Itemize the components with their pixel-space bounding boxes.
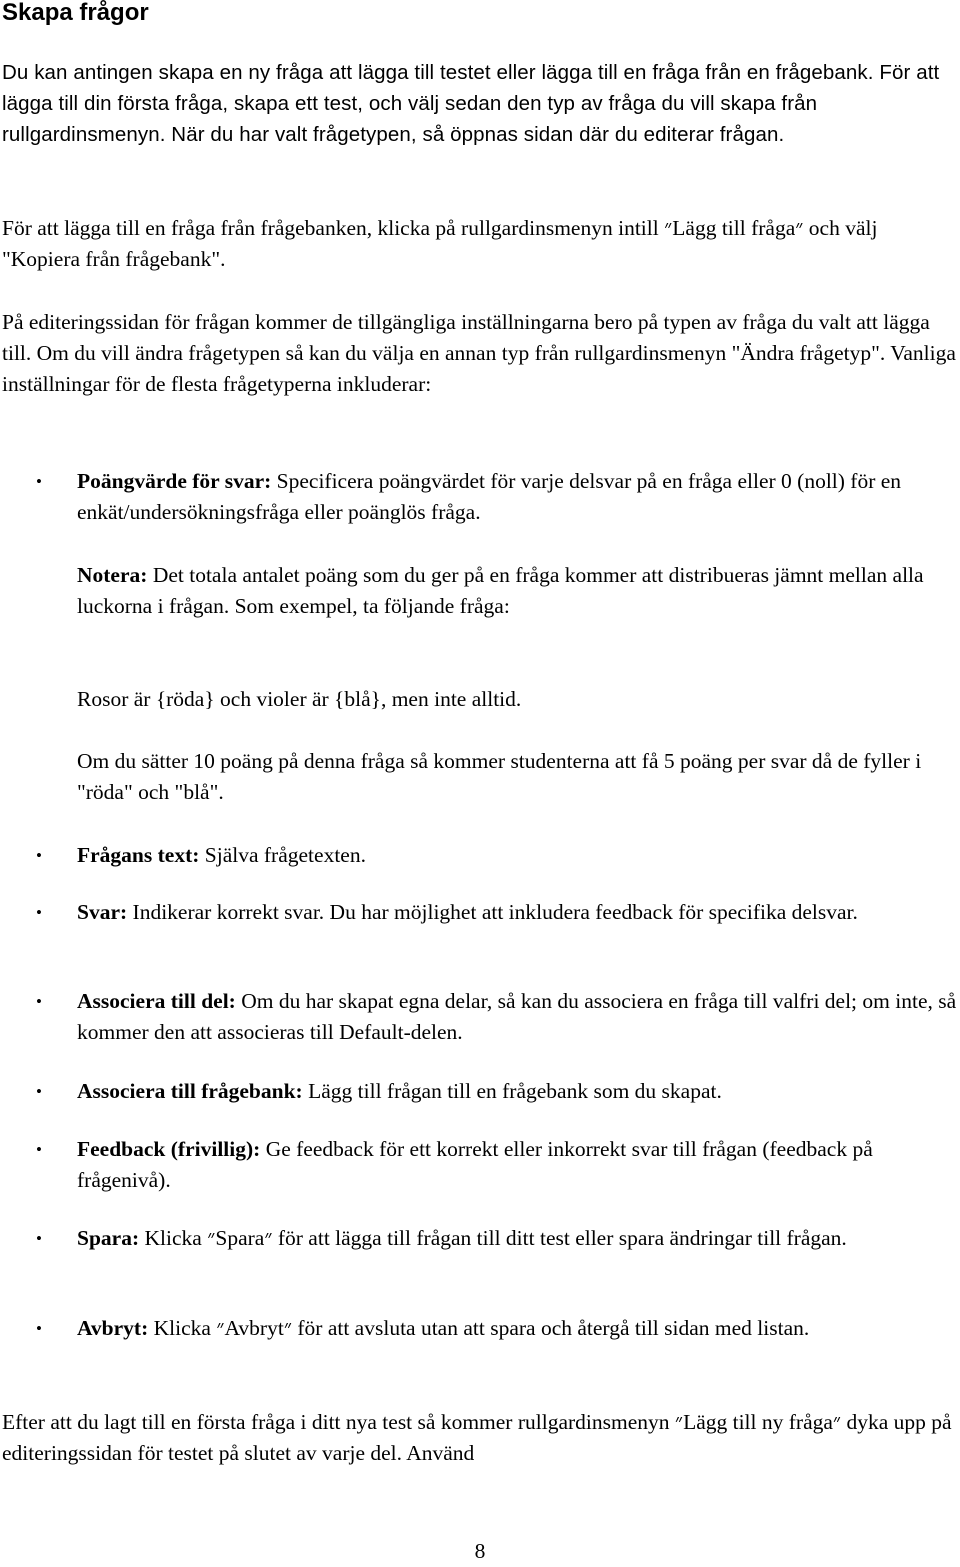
bullet-icon: • — [36, 1229, 42, 1248]
list-item-text: Ge feedback för ett korrekt eller inkorrekt svar till frågan (feedback på frågenivå). — [77, 1137, 873, 1192]
example-question: Rosor är {röda} och violer är {blå}, men inte alltid. — [77, 687, 522, 711]
note-term: Notera: — [77, 563, 148, 587]
note-block — [77, 560, 960, 622]
list-item-term: Spara: — [77, 1226, 140, 1250]
bullet-icon: • — [36, 472, 42, 491]
bullet-icon: • — [36, 1082, 42, 1101]
list-item-text: Om du har skapat egna delar, så kan du associera en fråga till valfri del; om inte, så kommer den att associeras till Default-delen. — [77, 989, 957, 1044]
list-item-term: Svar: — [77, 900, 128, 924]
list-item-term: Associera till del: — [77, 989, 236, 1013]
closing-paragraph: Efter att du lagt till en första fråga i ditt nya test så kommer rullgardinsmenyn ״Lägg till ny fråga״ dyka upp på editeringssidan för testet på slutet av varje del. Använd — [2, 1410, 952, 1465]
bullet-icon: • — [36, 1319, 42, 1338]
list-item-term: Avbryt: — [77, 1316, 149, 1340]
note-text: Det totala antalet poäng som du ger på en fråga kommer att distribueras jämnt mellan alla luckorna i frågan. Som exempel, ta följande fråga: — [77, 563, 924, 618]
list-item-term: Feedback (frivillig): — [77, 1137, 261, 1161]
list-item-answer — [36, 897, 960, 928]
list-item-term: Associera till frågebank: — [77, 1079, 303, 1103]
list-item-associate-bank — [36, 1076, 960, 1107]
intro-paragraph-3: På editeringssidan för frågan kommer de tillgängliga inställningarna bero på typen av fråga du valt att lägga till. Om du vill ändra frågetypen så kan du välja en annan typ från rullgardinsmenyn "Ändra frågetyp". Vanliga inställningar för de flesta frågetyperna inkluderar: — [2, 310, 956, 396]
bullet-icon: • — [36, 903, 42, 922]
list-item-points — [36, 466, 960, 528]
list-item-question-text — [36, 840, 960, 871]
intro-paragraph-2: För att lägga till en fråga från frågebanken, klicka på rullgardinsmenyn intill ״Lägg till fråga״ och välj "Kopiera från frågebank". — [2, 216, 878, 271]
list-item-text: Klicka ״Spara״ för att lägga till frågan till ditt test eller spara ändringar till frågan. — [139, 1226, 847, 1250]
bullet-icon: • — [36, 846, 42, 865]
list-item-term: Frågans text: — [77, 843, 200, 867]
list-item-text: Indikerar korrekt svar. Du har möjlighet att inkludera feedback för specifika delsvar. — [127, 900, 858, 924]
intro-paragraph-1: Du kan antingen skapa en ny fråga att lägga till testet eller lägga till en fråga från en frågebank. För att lägga till din första fråga, skapa ett test, och välj sedan den typ av fråga du vill skapa från rullgardinsmenyn. När du har valt frågetypen, så öppnas sidan där du editerar frågan. — [2, 61, 940, 146]
page-number: 8 — [474, 1539, 486, 1563]
list-item-save — [36, 1223, 960, 1254]
list-item-text: Själva frågetexten. — [199, 843, 366, 867]
list-item-feedback — [36, 1134, 960, 1196]
example-result: Om du sätter 10 poäng på denna fråga så kommer studenterna att få 5 poäng per svar då de fyller i "röda" och "blå". — [77, 749, 922, 804]
list-item-text: Lägg till frågan till en frågebank som du skapat. — [302, 1079, 722, 1103]
list-item-cancel — [36, 1313, 960, 1344]
list-item-text: Specificera poängvärdet för varje delsvar på en fråga eller 0 (noll) för en enkät/undersökningsfråga eller poänglös fråga. — [77, 469, 902, 524]
bullet-icon: • — [36, 1140, 42, 1159]
list-item-term: Poängvärde för svar: — [77, 469, 272, 493]
list-item-text: Klicka ״Avbryt״ för att avsluta utan att spara och återgå till sidan med listan. — [148, 1316, 810, 1340]
section-heading: Skapa frågor — [2, 0, 149, 26]
bullet-icon: • — [36, 992, 42, 1011]
list-item-associate-part — [36, 986, 960, 1048]
